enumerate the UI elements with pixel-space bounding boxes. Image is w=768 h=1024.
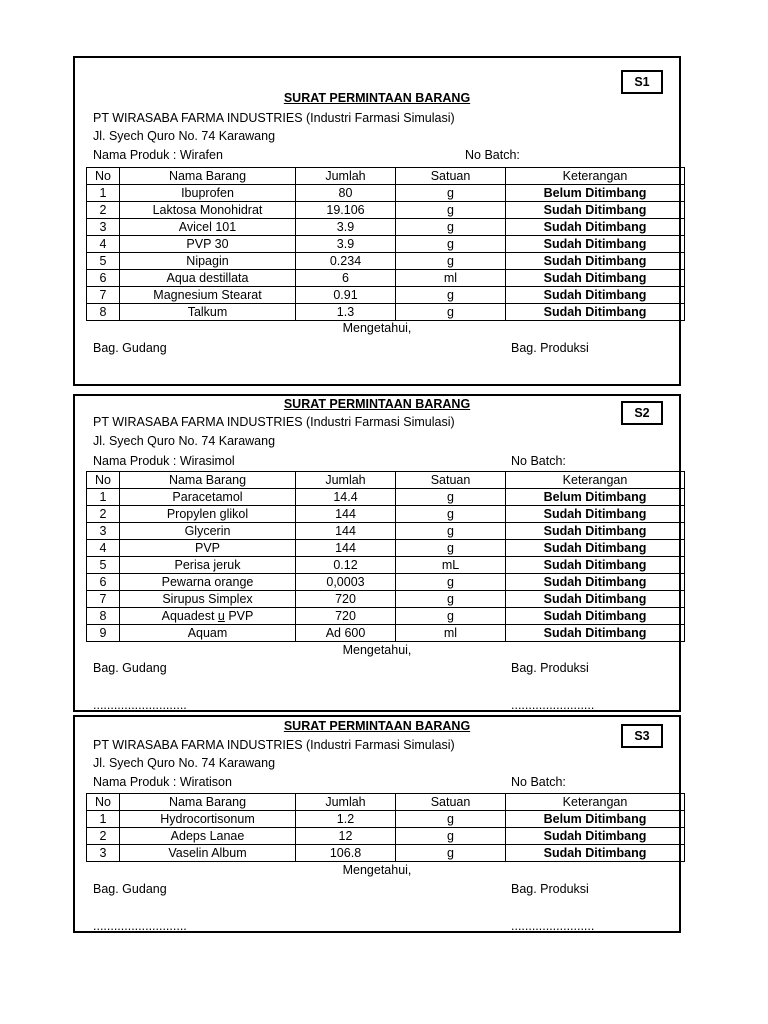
table-row xyxy=(87,489,685,506)
table-row xyxy=(87,202,685,219)
cell-no: 8 xyxy=(87,608,120,625)
cell-status: Sudah Ditimbang xyxy=(506,625,685,642)
item-name-underlined-part: u xyxy=(217,608,225,623)
product-name: Nama Produk : Wiratison xyxy=(93,775,232,789)
company-address: Jl. Syech Quro No. 74 Karawang xyxy=(93,756,276,770)
cell-qty: 1.2 xyxy=(296,811,396,828)
production-signature-label: Bag. Produksi xyxy=(511,661,589,675)
cell-item: Pewarna orange xyxy=(120,574,296,591)
production-signature-label: Bag. Produksi xyxy=(511,882,589,896)
table-header-row xyxy=(87,168,685,185)
table-row xyxy=(87,625,685,642)
table-header-row xyxy=(87,472,685,489)
col-header-no: No xyxy=(87,168,120,185)
cell-no: 6 xyxy=(87,574,120,591)
form-title: SURAT PERMINTAAN BARANG xyxy=(283,91,471,105)
cell-qty: 0,0003 xyxy=(296,574,396,591)
cell-item: Aqua destillata xyxy=(120,270,296,287)
cell-unit: g xyxy=(396,202,506,219)
form-code-badge: S2 xyxy=(621,401,663,425)
cell-qty: 0.234 xyxy=(296,253,396,270)
cell-qty: 144 xyxy=(296,540,396,557)
cell-unit: g xyxy=(396,591,506,608)
form-title: SURAT PERMINTAAN BARANG xyxy=(283,719,471,733)
cell-item: Propylen glikol xyxy=(120,506,296,523)
cell-no: 8 xyxy=(87,304,120,321)
cell-no: 3 xyxy=(87,523,120,540)
cell-unit: mL xyxy=(396,557,506,574)
table-row xyxy=(87,506,685,523)
cell-unit: g xyxy=(396,845,506,862)
item-name-part: Aquadest xyxy=(161,608,218,623)
batch-number-label: No Batch: xyxy=(511,775,566,789)
cell-no: 2 xyxy=(87,506,120,523)
table-row xyxy=(87,523,685,540)
cell-qty: 144 xyxy=(296,506,396,523)
request-form-s3 xyxy=(73,715,681,933)
cell-status: Sudah Ditimbang xyxy=(506,828,685,845)
cell-status: Sudah Ditimbang xyxy=(506,845,685,862)
acknowledged-label: Mengetahui, xyxy=(342,643,412,657)
cell-qty: 0.12 xyxy=(296,557,396,574)
cell-item: Paracetamol xyxy=(120,489,296,506)
cell-item: Sirupus Simplex xyxy=(120,591,296,608)
production-signature-label: Bag. Produksi xyxy=(511,341,589,355)
cell-status: Sudah Ditimbang xyxy=(506,236,685,253)
batch-number-label: No Batch: xyxy=(511,454,566,468)
warehouse-signature-line: ........................... xyxy=(93,919,187,933)
warehouse-signature-label: Bag. Gudang xyxy=(93,661,167,675)
cell-qty: 144 xyxy=(296,523,396,540)
cell-qty: 720 xyxy=(296,608,396,625)
cell-status: Sudah Ditimbang xyxy=(506,557,685,574)
cell-unit: g xyxy=(396,540,506,557)
form-code-badge: S1 xyxy=(621,70,663,94)
cell-no: 6 xyxy=(87,270,120,287)
cell-no: 5 xyxy=(87,253,120,270)
cell-unit: ml xyxy=(396,625,506,642)
company-name: PT WIRASABA FARMA INDUSTRIES (Industri Farmasi Simulasi) xyxy=(93,111,455,125)
batch-number-label: No Batch: xyxy=(465,148,520,162)
cell-qty: Ad 600 xyxy=(296,625,396,642)
cell-status: Sudah Ditimbang xyxy=(506,523,685,540)
cell-qty: 3.9 xyxy=(296,236,396,253)
table-row xyxy=(87,828,685,845)
cell-item: Laktosa Monohidrat xyxy=(120,202,296,219)
production-signature-line: ........................ xyxy=(511,919,595,933)
col-header-qty: Jumlah xyxy=(296,472,396,489)
cell-no: 1 xyxy=(87,489,120,506)
col-header-item: Nama Barang xyxy=(120,472,296,489)
table-row xyxy=(87,811,685,828)
cell-unit: g xyxy=(396,287,506,304)
table-row xyxy=(87,845,685,862)
col-header-unit: Satuan xyxy=(396,472,506,489)
cell-status: Sudah Ditimbang xyxy=(506,287,685,304)
cell-item: Ibuprofen xyxy=(120,185,296,202)
cell-status: Sudah Ditimbang xyxy=(506,270,685,287)
cell-status: Sudah Ditimbang xyxy=(506,591,685,608)
cell-qty: 6 xyxy=(296,270,396,287)
request-form-s2 xyxy=(73,394,681,712)
cell-unit: g xyxy=(396,574,506,591)
table-row xyxy=(87,591,685,608)
table-row xyxy=(87,304,685,321)
cell-unit: g xyxy=(396,304,506,321)
product-name: Nama Produk : Wirasimol xyxy=(93,454,235,468)
col-header-qty: Jumlah xyxy=(296,168,396,185)
cell-unit: g xyxy=(396,236,506,253)
col-header-item: Nama Barang xyxy=(120,794,296,811)
cell-status: Sudah Ditimbang xyxy=(506,202,685,219)
warehouse-signature-line: ........................... xyxy=(93,698,187,712)
cell-status: Sudah Ditimbang xyxy=(506,608,685,625)
cell-unit: g xyxy=(396,253,506,270)
cell-no: 1 xyxy=(87,185,120,202)
cell-status: Belum Ditimbang xyxy=(506,489,685,506)
cell-item: PVP xyxy=(120,540,296,557)
cell-qty: 106.8 xyxy=(296,845,396,862)
col-header-unit: Satuan xyxy=(396,168,506,185)
cell-status: Sudah Ditimbang xyxy=(506,219,685,236)
production-signature-line: ........................ xyxy=(511,698,595,712)
form-code-badge: S3 xyxy=(621,724,663,748)
items-table xyxy=(86,793,685,862)
warehouse-signature-label: Bag. Gudang xyxy=(93,341,167,355)
cell-unit: g xyxy=(396,523,506,540)
product-name: Nama Produk : Wirafen xyxy=(93,148,223,162)
cell-item: Aquam xyxy=(120,625,296,642)
col-header-status: Keterangan xyxy=(506,168,685,185)
cell-no: 7 xyxy=(87,287,120,304)
cell-status: Sudah Ditimbang xyxy=(506,253,685,270)
table-row xyxy=(87,540,685,557)
cell-status: Belum Ditimbang xyxy=(506,185,685,202)
cell-item: Talkum xyxy=(120,304,296,321)
cell-no: 2 xyxy=(87,202,120,219)
item-name-part: PVP xyxy=(224,608,254,623)
acknowledged-label: Mengetahui, xyxy=(342,321,412,335)
cell-no: 7 xyxy=(87,591,120,608)
cell-no: 9 xyxy=(87,625,120,642)
col-header-status: Keterangan xyxy=(506,794,685,811)
col-header-qty: Jumlah xyxy=(296,794,396,811)
cell-item: PVP 30 xyxy=(120,236,296,253)
cell-qty: 720 xyxy=(296,591,396,608)
cell-status: Belum Ditimbang xyxy=(506,811,685,828)
cell-no: 3 xyxy=(87,219,120,236)
cell-item xyxy=(120,608,296,625)
cell-qty: 19.106 xyxy=(296,202,396,219)
cell-item: Vaselin Album xyxy=(120,845,296,862)
warehouse-signature-label: Bag. Gudang xyxy=(93,882,167,896)
table-row xyxy=(87,270,685,287)
cell-qty: 14.4 xyxy=(296,489,396,506)
acknowledged-label: Mengetahui, xyxy=(342,863,412,877)
table-row xyxy=(87,253,685,270)
table-row xyxy=(87,185,685,202)
cell-no: 3 xyxy=(87,845,120,862)
cell-qty: 0.91 xyxy=(296,287,396,304)
table-row xyxy=(87,557,685,574)
cell-qty: 12 xyxy=(296,828,396,845)
cell-status: Sudah Ditimbang xyxy=(506,574,685,591)
table-row xyxy=(87,287,685,304)
cell-status: Sudah Ditimbang xyxy=(506,540,685,557)
cell-status: Sudah Ditimbang xyxy=(506,506,685,523)
table-row xyxy=(87,219,685,236)
table-header-row xyxy=(87,794,685,811)
cell-unit: g xyxy=(396,828,506,845)
cell-item: Perisa jeruk xyxy=(120,557,296,574)
cell-unit: g xyxy=(396,185,506,202)
table-row xyxy=(87,236,685,253)
cell-item: Glycerin xyxy=(120,523,296,540)
cell-unit: g xyxy=(396,219,506,236)
cell-unit: ml xyxy=(396,270,506,287)
company-name: PT WIRASABA FARMA INDUSTRIES (Industri Farmasi Simulasi) xyxy=(93,738,455,752)
company-address: Jl. Syech Quro No. 74 Karawang xyxy=(93,129,276,143)
cell-no: 4 xyxy=(87,540,120,557)
items-table xyxy=(86,471,685,642)
request-form-s1 xyxy=(73,56,681,386)
company-address: Jl. Syech Quro No. 74 Karawang xyxy=(93,434,276,448)
cell-unit: g xyxy=(396,608,506,625)
form-title: SURAT PERMINTAAN BARANG xyxy=(283,397,471,411)
col-header-unit: Satuan xyxy=(396,794,506,811)
cell-unit: g xyxy=(396,811,506,828)
cell-no: 4 xyxy=(87,236,120,253)
cell-no: 1 xyxy=(87,811,120,828)
col-header-item: Nama Barang xyxy=(120,168,296,185)
cell-item: Adeps Lanae xyxy=(120,828,296,845)
cell-item: Nipagin xyxy=(120,253,296,270)
cell-item: Magnesium Stearat xyxy=(120,287,296,304)
cell-item: Hydrocortisonum xyxy=(120,811,296,828)
cell-unit: g xyxy=(396,506,506,523)
col-header-status: Keterangan xyxy=(506,472,685,489)
cell-unit: g xyxy=(396,489,506,506)
cell-qty: 3.9 xyxy=(296,219,396,236)
table-row xyxy=(87,608,685,625)
cell-status: Sudah Ditimbang xyxy=(506,304,685,321)
table-row xyxy=(87,574,685,591)
cell-no: 5 xyxy=(87,557,120,574)
cell-qty: 80 xyxy=(296,185,396,202)
cell-no: 2 xyxy=(87,828,120,845)
cell-item: Avicel 101 xyxy=(120,219,296,236)
cell-qty: 1.3 xyxy=(296,304,396,321)
company-name: PT WIRASABA FARMA INDUSTRIES (Industri Farmasi Simulasi) xyxy=(93,415,455,429)
items-table xyxy=(86,167,685,321)
col-header-no: No xyxy=(87,472,120,489)
col-header-no: No xyxy=(87,794,120,811)
